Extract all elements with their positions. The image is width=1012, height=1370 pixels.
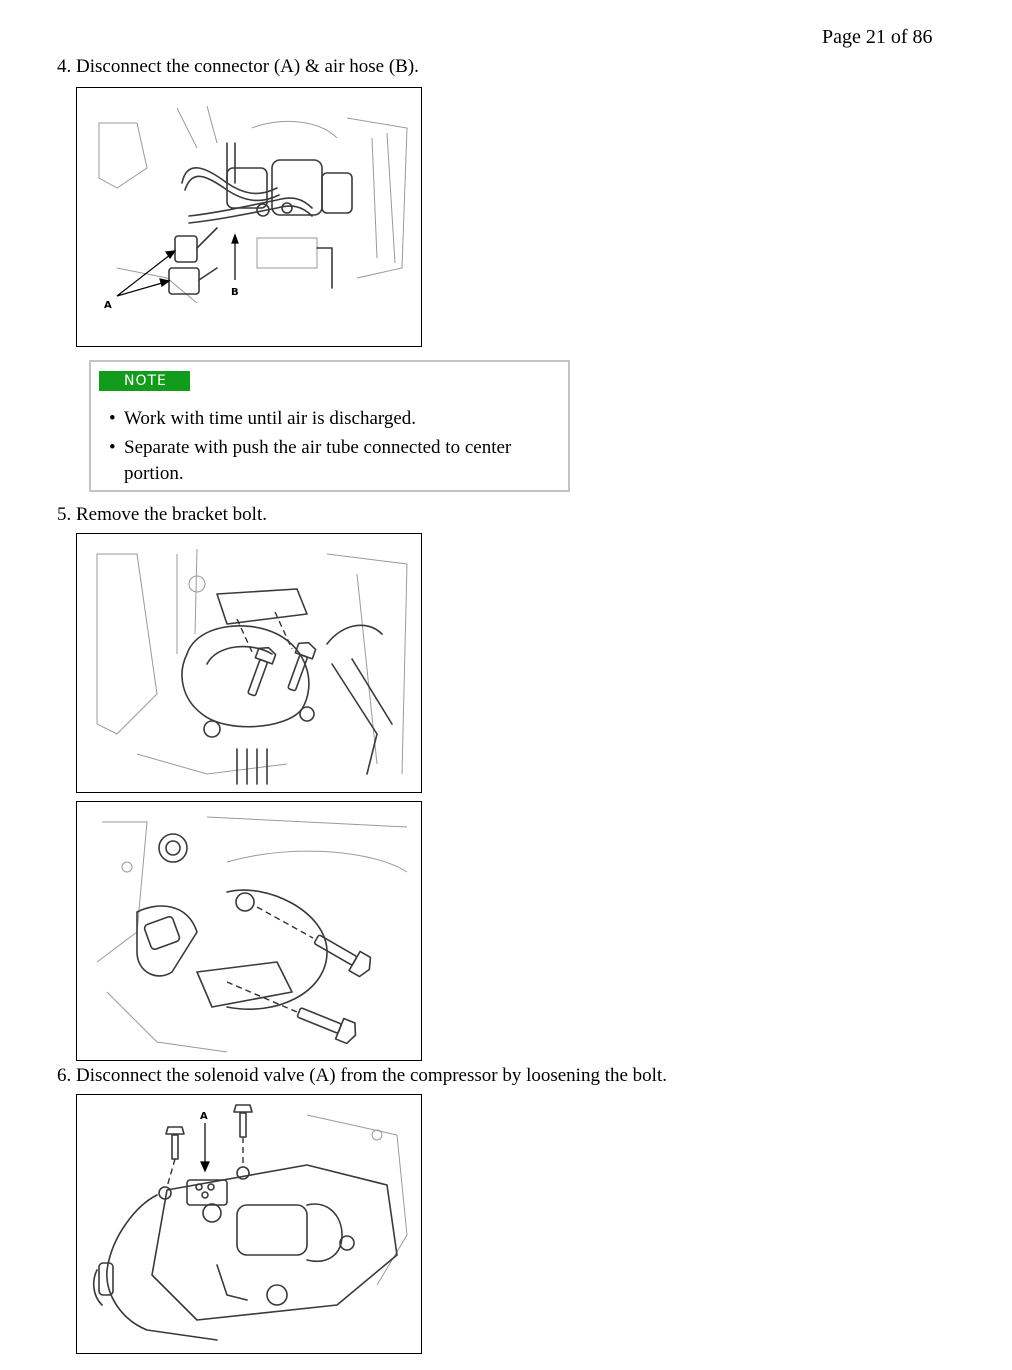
bracket-bolt-bottom-illustration <box>77 802 421 1060</box>
callout-a: A <box>104 300 112 311</box>
connector-air-hose-illustration <box>77 88 421 346</box>
note-item-text: Work with time until air is discharged. <box>124 408 417 429</box>
figure-solenoid-valve <box>76 1094 422 1354</box>
bullet-icon: • <box>109 408 116 429</box>
note-item <box>107 406 547 432</box>
figure-bracket-bolt-bottom <box>76 801 422 1061</box>
note-list <box>107 406 547 490</box>
figure-bracket-bolt-top <box>76 533 422 793</box>
bracket-bolt-top-illustration <box>77 534 421 792</box>
note-item-text: Separate with push the air tube connected to center portion. <box>124 437 512 484</box>
page-number: Page 21 of 86 <box>822 26 933 48</box>
callout-a: A <box>200 1111 208 1122</box>
step-4-text: 4. Disconnect the connector (A) & air hose (B). <box>57 56 419 77</box>
bullet-icon: • <box>109 437 116 458</box>
note-box <box>89 360 570 492</box>
figure-connector-air-hose <box>76 87 422 347</box>
solenoid-valve-illustration <box>77 1095 421 1353</box>
note-badge: NOTE <box>99 371 190 391</box>
callout-b: B <box>231 287 239 298</box>
step-5-text: 5. Remove the bracket bolt. <box>57 504 267 525</box>
step-6-text: 6. Disconnect the solenoid valve (A) from the compressor by loosening the bolt. <box>57 1065 667 1086</box>
note-item <box>107 435 547 487</box>
